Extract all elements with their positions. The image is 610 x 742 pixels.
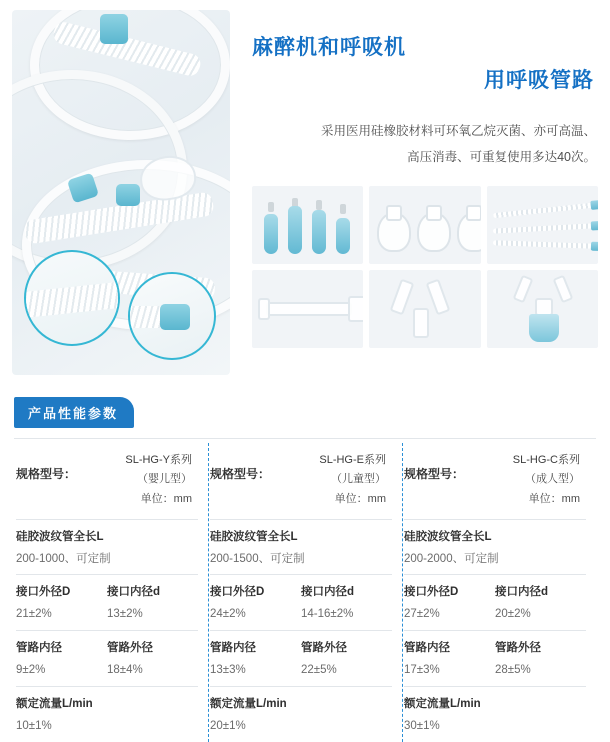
spec-label: 接口内径d	[107, 586, 161, 599]
spec-value: 200-1500、可定制	[210, 552, 305, 565]
spec-tube-diameters	[210, 631, 392, 686]
model-row	[16, 451, 198, 519]
spec-value: 20±1%	[210, 719, 246, 732]
page-subtitle-line2: 高压消毒、可重复使用多达40次。	[407, 149, 596, 164]
spec-value: 18±4%	[107, 663, 143, 676]
straight-connector-body	[266, 302, 352, 316]
catheter-tube-3	[493, 241, 593, 249]
spec-label: 接口内径d	[495, 586, 549, 599]
spec-value: 27±2%	[404, 608, 440, 621]
spec-value: 22±5%	[301, 663, 337, 676]
water-trap-arm-right	[552, 275, 573, 304]
model-unit: 单位：mm	[528, 492, 580, 505]
breathing-bag-3	[312, 210, 326, 254]
spec-port-outer	[16, 582, 107, 626]
spec-port-outer	[404, 582, 495, 626]
parameter-column-infant	[14, 439, 208, 742]
gallery-item-water-trap-assembly	[487, 270, 598, 348]
spec-tube-outer	[301, 638, 392, 682]
spec-value: 13±3%	[210, 663, 246, 676]
spec-value: 200-1000、可定制	[16, 552, 111, 565]
gallery-item-face-masks	[369, 186, 480, 264]
breathing-bag-2	[288, 206, 302, 254]
teal-connector-3	[116, 184, 140, 206]
model-series: SL-HG-Y系列	[125, 454, 192, 466]
model-unit: 单位：mm	[334, 492, 386, 505]
page-title-line2: 用呼吸管路	[484, 68, 594, 92]
model-series: SL-HG-C系列	[512, 454, 580, 466]
spec-port-outer	[210, 582, 301, 626]
spec-flow	[210, 687, 392, 742]
model-label: 规格型号：	[210, 467, 271, 481]
spec-label: 硅胶波纹管全长L	[404, 530, 492, 543]
column-divider-2	[402, 443, 403, 742]
breathing-bag-1	[264, 214, 278, 254]
model-label: 规格型号：	[16, 467, 77, 481]
parameters-section-title: 产品性能参数	[14, 397, 134, 428]
catheter-tube-2	[493, 224, 593, 234]
model-row	[404, 451, 586, 519]
spec-port-diameters	[210, 575, 392, 630]
spec-label: 管路外径	[495, 642, 541, 655]
model-values	[125, 451, 198, 509]
spec-label: 接口外径D	[210, 586, 265, 599]
bag-neck-1	[268, 202, 274, 212]
spec-label: 硅胶波纹管全长L	[16, 530, 104, 543]
spec-value: 9±2%	[16, 663, 46, 676]
spec-port-diameters	[404, 575, 586, 630]
spec-length	[404, 520, 586, 575]
bag-neck-4	[340, 204, 346, 214]
spec-length	[16, 520, 198, 575]
spec-label: 额定流量L/min	[210, 697, 287, 710]
spec-tube-inner	[404, 638, 495, 682]
spec-length	[210, 520, 392, 575]
face-mask-2	[417, 212, 451, 252]
spec-label: 管路内径	[16, 642, 62, 655]
page-subtitle	[252, 119, 598, 170]
catheter-tube-1	[493, 203, 593, 218]
page-title	[252, 32, 598, 97]
model-type: （儿童型）	[331, 473, 386, 486]
spec-port-inner	[495, 582, 586, 626]
spec-value: 200-2000、可定制	[404, 552, 499, 565]
spec-value: 17±3%	[404, 663, 440, 676]
gallery-item-y-piece-connector	[369, 270, 480, 348]
model-type: （成人型）	[525, 473, 580, 486]
water-trap-cup	[529, 314, 559, 342]
product-gallery	[252, 186, 598, 348]
parameters-section	[0, 375, 610, 742]
column-divider-1	[208, 443, 209, 742]
page-title-line1: 麻醉机和呼吸机	[252, 36, 406, 59]
product-photo	[12, 10, 230, 375]
y-piece-arm-right	[426, 279, 451, 316]
detail-zoom-circle-left	[24, 250, 120, 346]
spec-tube-outer	[495, 638, 586, 682]
parameters-columns	[14, 439, 596, 742]
teal-connector-1	[100, 14, 128, 44]
spec-value: 28±5%	[495, 663, 531, 676]
face-mask-1	[377, 212, 411, 252]
spec-label: 额定流量L/min	[16, 697, 93, 710]
spec-label: 额定流量L/min	[404, 697, 481, 710]
spec-port-inner	[301, 582, 392, 626]
gallery-item-straight-connector	[252, 270, 363, 348]
spec-value: 24±2%	[210, 608, 246, 621]
spec-flow	[404, 687, 586, 742]
straight-connector-cuff	[348, 296, 363, 322]
spec-tube-outer	[107, 638, 198, 682]
spec-port-diameters	[16, 575, 198, 630]
spec-label: 管路内径	[210, 642, 256, 655]
model-label: 规格型号：	[404, 467, 465, 481]
model-row	[210, 451, 392, 519]
spec-value: 30±1%	[404, 719, 440, 732]
headline-block	[230, 10, 598, 375]
y-piece-arm-left	[390, 279, 415, 316]
spec-label: 接口外径D	[404, 586, 459, 599]
gallery-item-catheter-tubes	[487, 186, 598, 264]
bag-neck-3	[316, 200, 322, 210]
model-series: SL-HG-E系列	[319, 454, 386, 466]
gallery-item-breathing-bags	[252, 186, 363, 264]
straight-connector-end	[258, 298, 270, 320]
spec-label: 接口外径D	[16, 586, 71, 599]
spec-value: 10±1%	[16, 719, 52, 732]
spec-tube-diameters	[16, 631, 198, 686]
page-subtitle-line1: 采用医用硅橡胶材料可环氧乙烷灭菌、亦可高温、	[320, 124, 596, 139]
spec-value: 21±2%	[16, 608, 52, 621]
spec-value: 13±2%	[107, 608, 143, 621]
spec-label: 硅胶波纹管全长L	[210, 530, 298, 543]
spec-tube-inner	[16, 638, 107, 682]
model-unit: 单位：mm	[140, 492, 192, 505]
spec-tube-inner	[210, 638, 301, 682]
spec-tube-diameters	[404, 631, 586, 686]
spec-value: 14-16±2%	[301, 608, 354, 621]
spec-flow	[16, 687, 198, 742]
y-piece-stem	[413, 308, 429, 338]
ribbed-tube-detail	[24, 279, 120, 318]
detail-zoom-circle-right	[128, 272, 216, 360]
breathing-bag-4	[336, 218, 350, 254]
parameter-column-child	[208, 439, 402, 742]
water-trap-arm-left	[512, 275, 533, 304]
spec-label: 管路内径	[404, 642, 450, 655]
spec-port-inner	[107, 582, 198, 626]
teal-connector-detail	[160, 304, 190, 330]
spec-value: 20±2%	[495, 608, 531, 621]
spec-label: 管路外径	[107, 642, 153, 655]
face-mask-3	[457, 212, 480, 252]
model-type: （婴儿型）	[137, 473, 192, 486]
spec-label: 管路外径	[301, 642, 347, 655]
model-values	[513, 451, 586, 509]
spec-label: 接口内径d	[301, 586, 355, 599]
parameter-column-adult	[402, 439, 596, 742]
model-values	[319, 451, 392, 509]
